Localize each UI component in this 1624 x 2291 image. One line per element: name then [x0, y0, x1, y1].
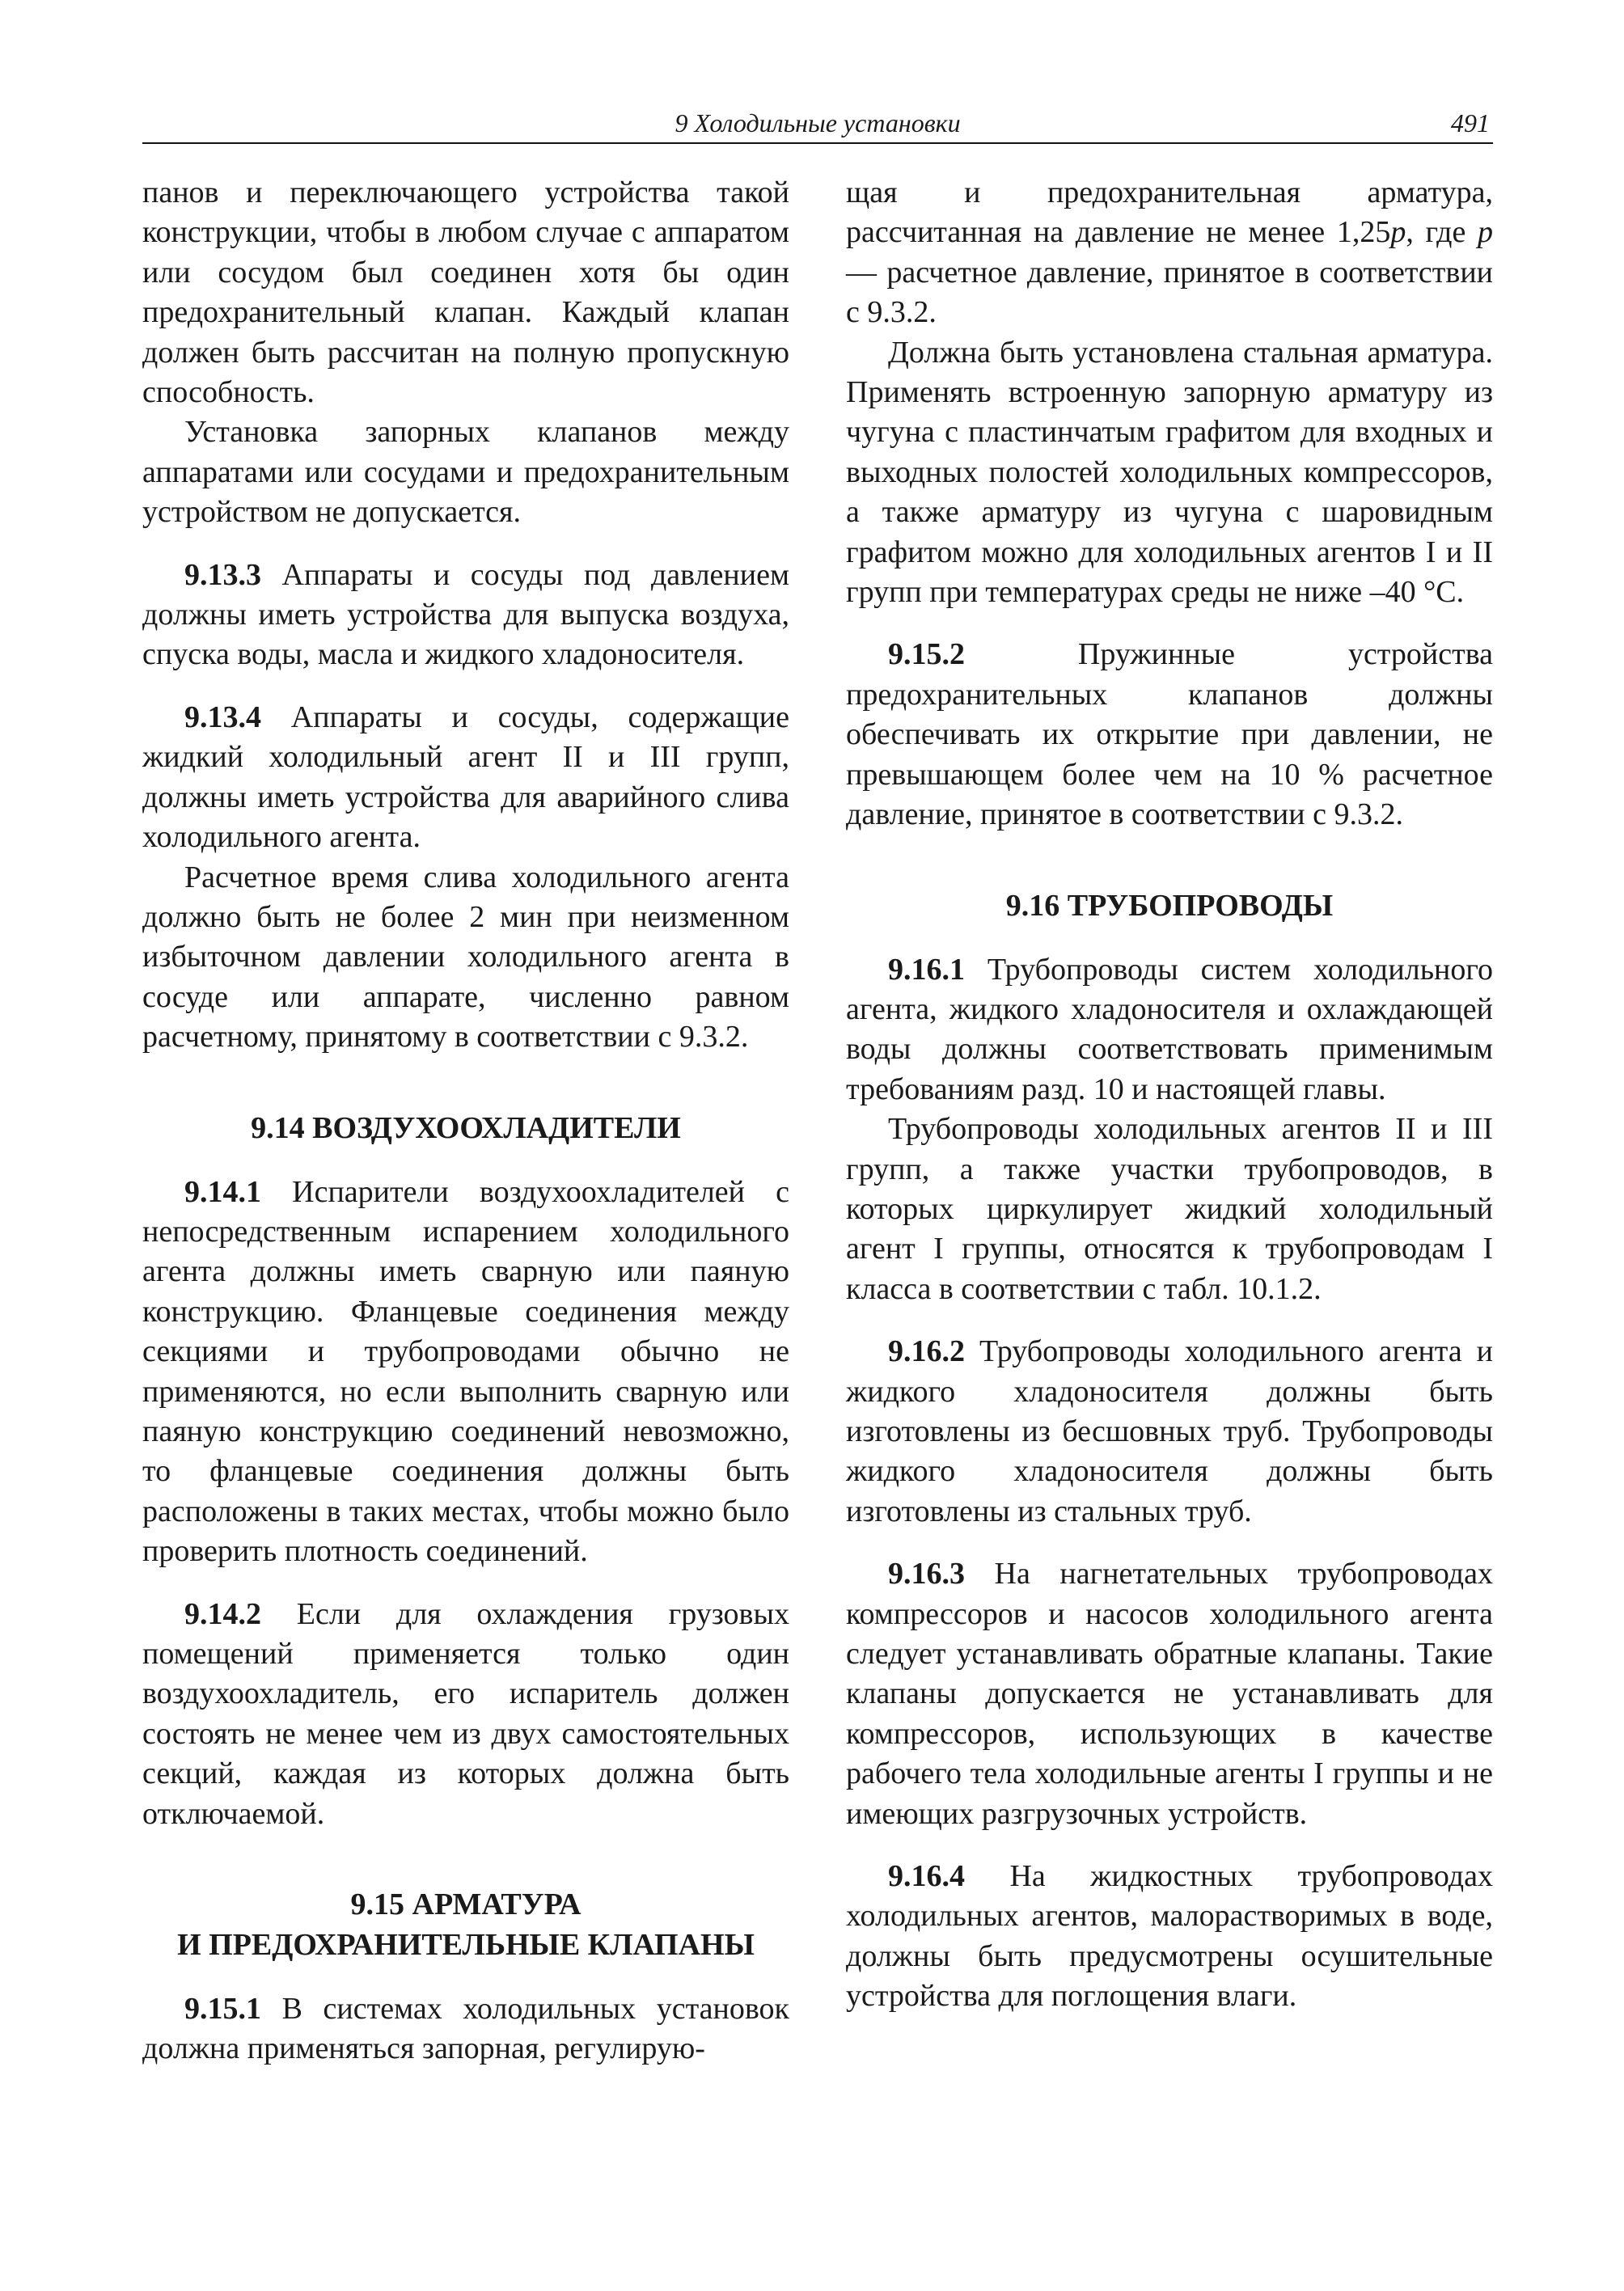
clause-number: 9.13.4 — [184, 700, 261, 734]
clause-text: Испарители воздухоохладителей с непосредственным испарением холодильного агента должны иметь сварную или паяную конструкцию. Фланцевые соединения между секциями и трубопроводами обычно не применяются, но если выполнить сварную или паяную конструкцию соединений невозможно, то фланцевые соединения должны быть расположены в таких местах, чтобы можно было проверить плотность соединений. — [142, 1174, 789, 1569]
clause-number: 9.15.2 — [888, 637, 965, 672]
running-header — [142, 104, 1493, 144]
clause-9-14-1 — [142, 1173, 789, 1572]
clause-number: 9.14.1 — [184, 1174, 261, 1209]
clause-9-13-3 — [142, 556, 789, 675]
variable-p: р — [1390, 215, 1406, 250]
section-heading-9-16: 9.16 ТРУБОПРОВОДЫ — [1005, 888, 1334, 923]
text-run: , где — [1406, 215, 1478, 250]
paragraph: Установка запорных клапанов между аппаратами или сосудами и предохранительным устройством не допускается. — [142, 415, 789, 530]
section-heading-9-15 — [142, 1884, 789, 1965]
chapter-title: 9 Холодильные установки — [675, 108, 961, 137]
clause-text: Пружинные устройства предохранительных клапанов должны обеспечивать их открытие при давлении, не превышающем более чем на 10 % расчетное давление, принятое в соответствии с 9.3.2. — [846, 637, 1493, 832]
clause-number: 9.16.1 — [888, 952, 965, 987]
clause-number: 9.15.1 — [184, 1992, 261, 2027]
paragraph: Трубопроводы холодильных агентов II и III групп, а также участки трубопроводов, в которых циркулирует жидкий холодильный агент I группы, относятся к трубопроводам I класса в соответствии с табл. 10.1.2. — [846, 1112, 1493, 1306]
text-run: — расчетное давление, принятое в соответствии с 9.3.2. — [846, 255, 1493, 330]
paragraph: Должна быть установлена стальная арматура. Применять встроенную запорную арматуру из чугуна с пластинчатым графитом для входных и выходных полостей холодильных компрессоров, а также арматуру из чугуна с шаровидным графитом можно для холодильных агентов I и II групп при температурах среды не ниже –40 °С. — [846, 335, 1493, 610]
clause-text: Трубопроводы холодильного агента и жидкого хладоносителя должны быть изготовлены из бесшовных труб. Трубопроводы жидкого хладоносителя должны быть изготовлены из стальных труб. — [846, 1334, 1494, 1528]
clause-9-14-2 — [142, 1595, 789, 1834]
left-column — [142, 173, 789, 2069]
clause-text: Аппараты и сосуды под давлением должны иметь устройства для выпуска воздуха, спуска воды, масла и жидкого хладоносителя. — [142, 557, 790, 672]
clause-9-15-2 — [846, 635, 1493, 835]
paragraph: панов и переключающего устройства такой конструкции, чтобы в любом случае с аппаратом или сосудом был соединен хотя бы один предохранительный клапан. Каждый клапан должен быть рассчитан на полную пропускную способность. — [142, 175, 789, 410]
right-column — [846, 173, 1493, 2017]
clause-number: 9.16.4 — [888, 1859, 965, 1894]
clause-9-15-1 — [142, 1989, 789, 2069]
clause-text: На жидкостных трубопроводах холодильных агентов, малорастворимых в воде, должны быть предусмотрены осушительные устройства для поглощения влаги. — [846, 1859, 1494, 2014]
section-heading-9-14: 9.14 ВОЗДУХООХЛАДИТЕЛИ — [251, 1110, 681, 1145]
paragraph — [846, 173, 1493, 333]
clause-text: В системах холодильных установок должна применяться запорная, регулирую- — [142, 1992, 789, 2066]
clause-text: Трубопроводы систем холодильного агента, жидкого хладоносителя и охлаждающей воды должны соответствовать применимым требованиям разд. 10 и настоящей главы. — [846, 952, 1493, 1106]
clause-9-16-4 — [846, 1857, 1493, 2017]
clause-text: На нагнетательных трубопроводах компрессоров и насосов холодильного агента следует устанавливать обратные клапаны. Такие клапаны допускается не устанавливать для компрессоров, использующих в качестве рабочего тела холодильные агенты I группы и не имеющих разгрузочных устройств. — [846, 1557, 1493, 1831]
clause-9-13-4 — [142, 698, 789, 858]
paragraph: Расчетное время слива холодильного агента должно быть не более 2 мин при неизменном избыточном давлении холодильного агента в сосуде или аппарате, численно равном расчетному, принятому в соответствии с 9.3.2. — [142, 860, 789, 1055]
clause-9-16-1 — [846, 950, 1493, 1110]
clause-number: 9.16.2 — [888, 1334, 965, 1369]
clause-number: 9.16.3 — [888, 1557, 965, 1591]
text-run: щая и предохранительная арматура, рассчитанная на давление не менее 1,25 — [846, 175, 1493, 250]
clause-9-16-3 — [846, 1554, 1493, 1834]
heading-line-2: И ПРЕДОХРАНИТЕЛЬНЫЕ КЛАПАНЫ — [177, 1928, 755, 1963]
page-number: 491 — [1451, 108, 1490, 137]
clause-9-16-2 — [846, 1332, 1493, 1532]
variable-p: р — [1478, 215, 1493, 250]
clause-text: Если для охлаждения грузовых помещений применяется только один воздухоохладитель, его испаритель должен состоять не менее чем из двух самостоятельных секций, каждая из которых должна быть отключаемой. — [142, 1596, 789, 1831]
clause-text: Аппараты и сосуды, содержащие жидкий холодильный агент II и III групп, должны иметь устройства для аварийного слива холодильного агента. — [142, 700, 790, 855]
clause-number: 9.13.3 — [184, 557, 261, 592]
heading-line-1: 9.15 АРМАТУРА — [350, 1887, 582, 1922]
clause-number: 9.14.2 — [184, 1596, 261, 1631]
